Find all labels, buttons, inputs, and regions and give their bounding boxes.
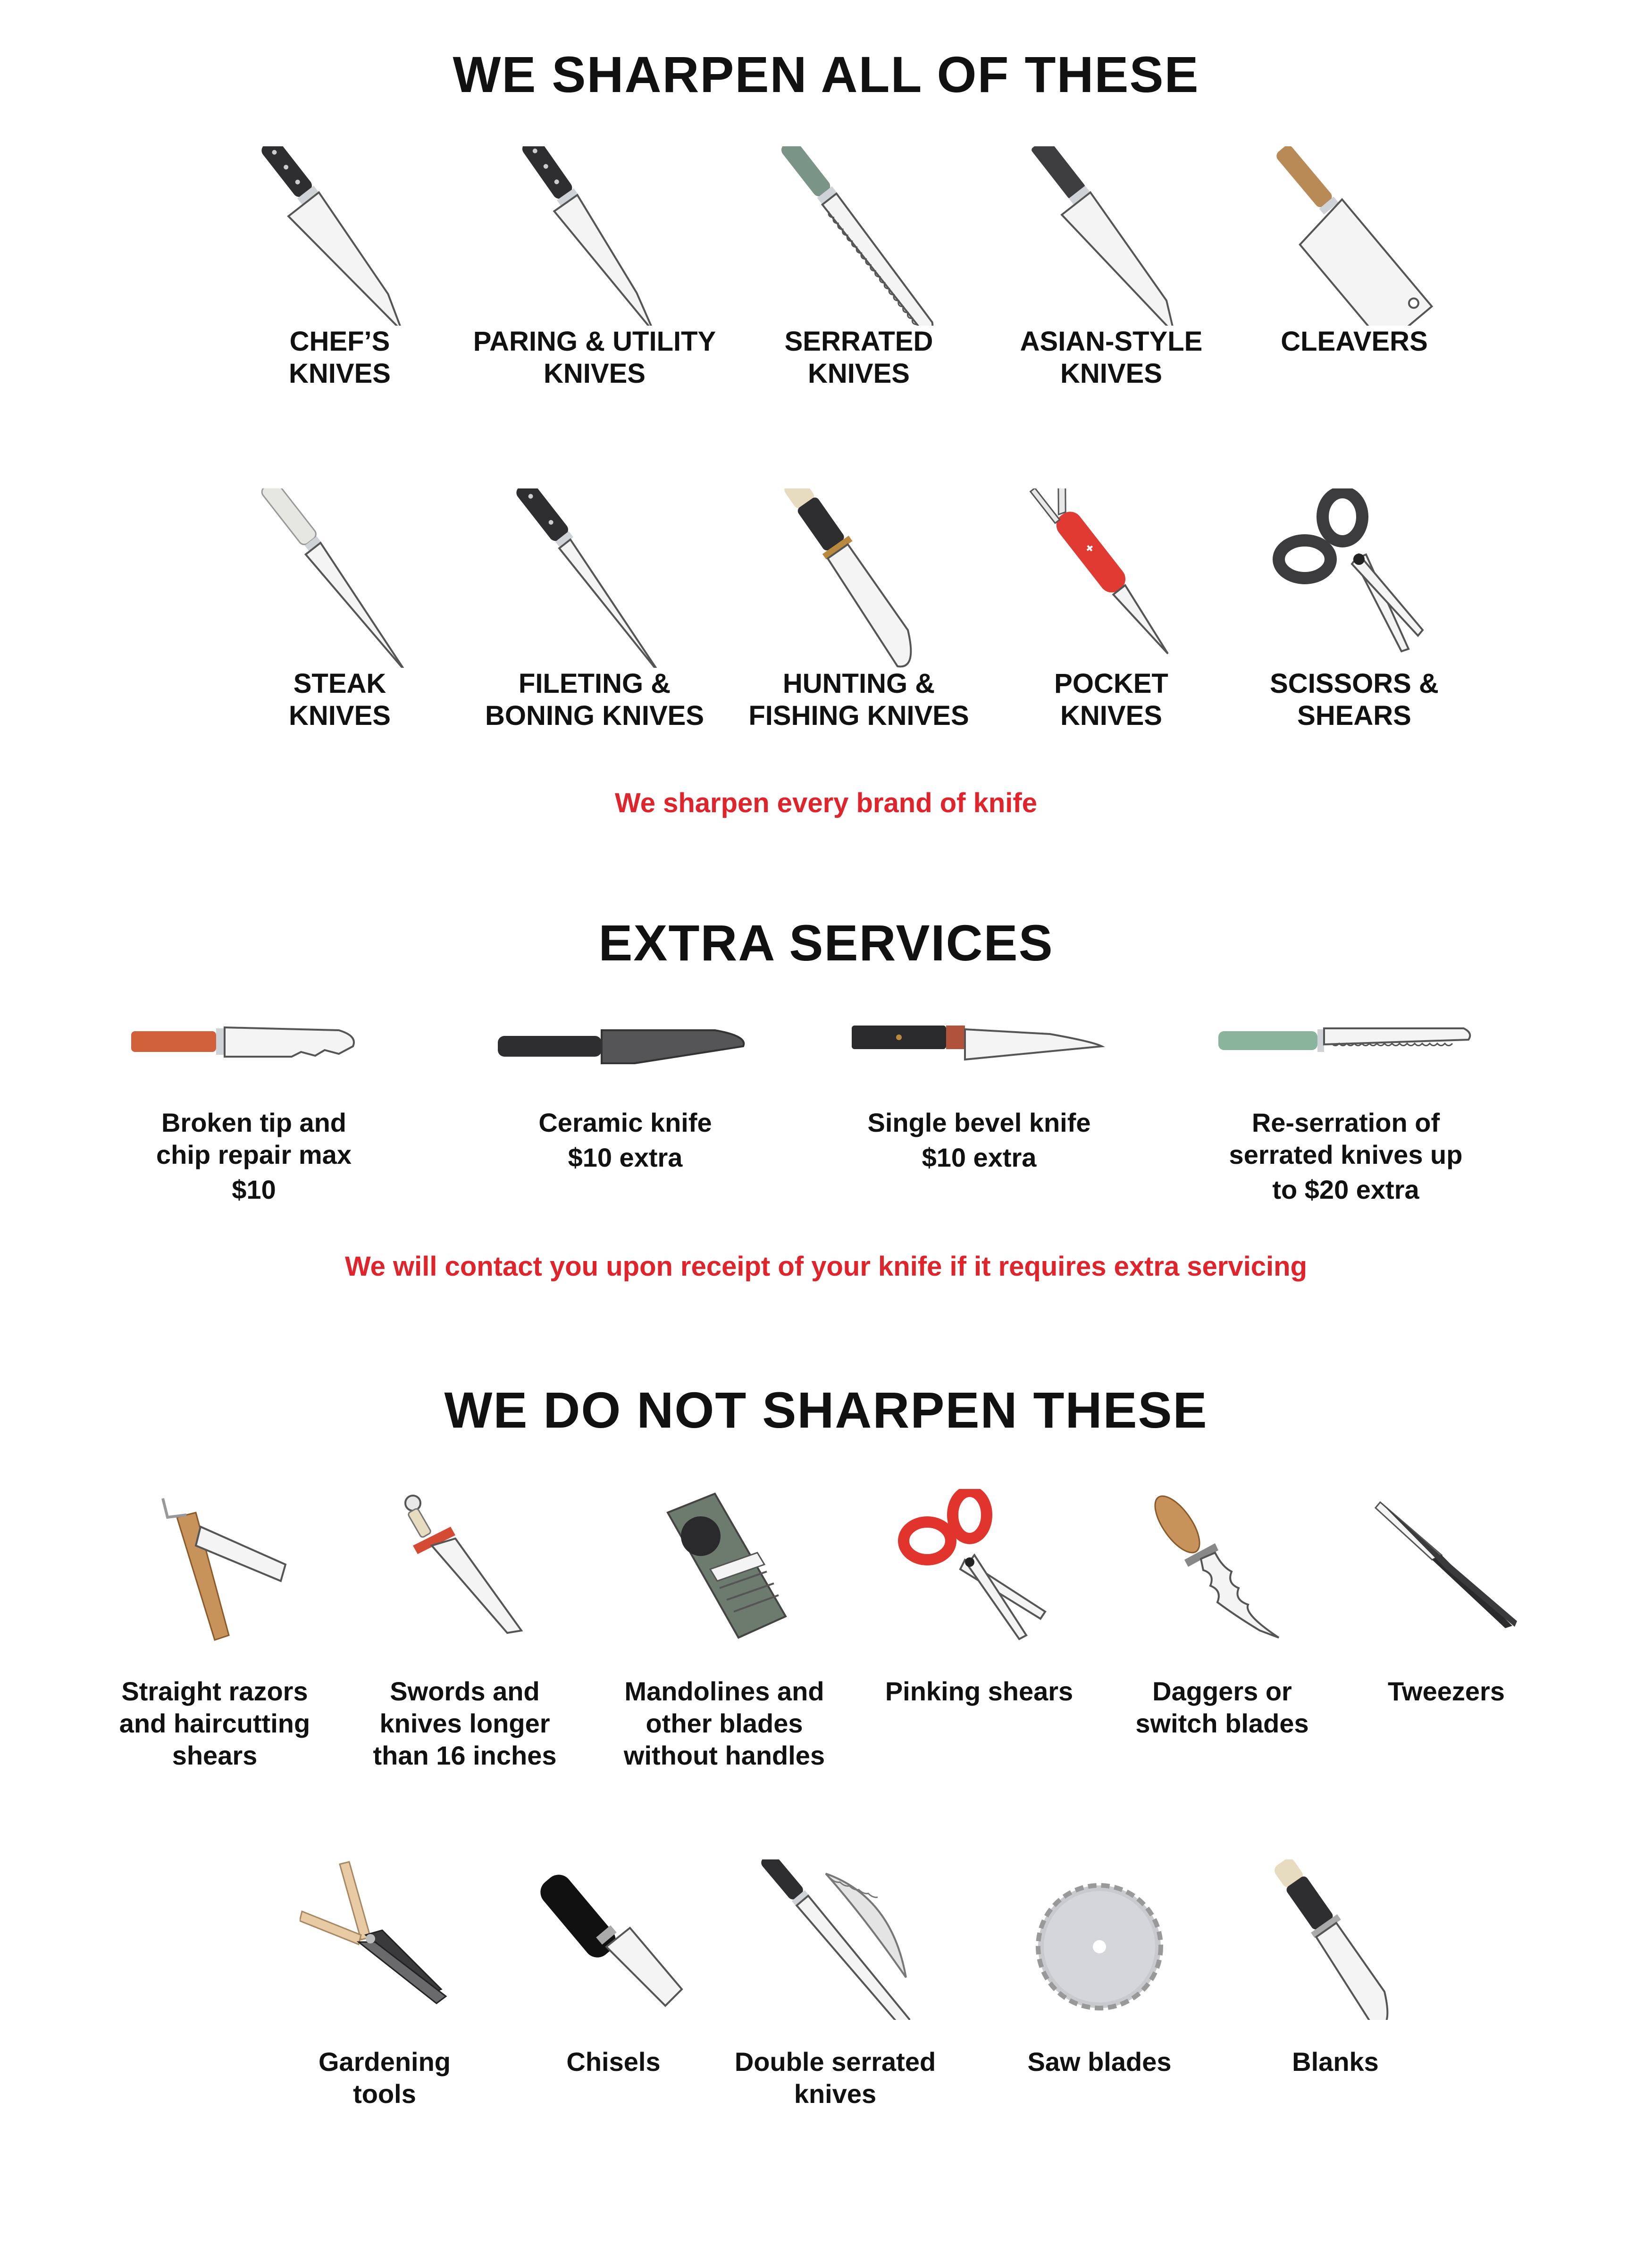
item-label: STEAK KNIVES bbox=[289, 668, 391, 731]
item-serrated-knives bbox=[727, 146, 991, 390]
cleaver-icon bbox=[1260, 146, 1449, 326]
item-price: $10 extra bbox=[922, 1143, 1037, 1172]
item-price: $10 bbox=[232, 1175, 276, 1204]
note-contact-upon-receipt: We will contact you upon receipt of your knife if it requires extra servicing bbox=[344, 1251, 1308, 1282]
item-straight-razors bbox=[83, 1489, 347, 1772]
item-label: Pinking shears bbox=[885, 1676, 1073, 1706]
item-tweezers bbox=[1314, 1489, 1578, 1707]
item-label: Gardening tools bbox=[318, 2047, 451, 2109]
item-label: PARING & UTILITY KNIVES bbox=[473, 326, 716, 389]
ceramic-knife-icon bbox=[493, 1017, 757, 1074]
item-saw-blades bbox=[967, 1859, 1232, 2078]
item-label: SCISSORS & SHEARS bbox=[1270, 668, 1439, 731]
item-reserration bbox=[1214, 1017, 1478, 1209]
hunting-knife-icon bbox=[764, 488, 953, 668]
steak-knife-icon bbox=[245, 488, 434, 668]
item-label: ASIAN-STYLE KNIVES bbox=[1020, 326, 1203, 389]
item-gardening-tools bbox=[252, 1859, 517, 2110]
item-label: CLEAVERS bbox=[1281, 326, 1428, 357]
paring-knife-icon bbox=[500, 146, 689, 326]
section-title-do-not-sharpen: WE DO NOT SHARPEN THESE bbox=[444, 1381, 1208, 1438]
reserration-knife-icon bbox=[1214, 1017, 1478, 1074]
chisel-icon bbox=[528, 1859, 698, 2020]
item-cleavers bbox=[1222, 146, 1486, 358]
item-label: Double serrated knives bbox=[734, 2047, 936, 2109]
item-price: $10 extra bbox=[568, 1143, 683, 1172]
item-pocket-knives bbox=[979, 488, 1243, 732]
item-price: to $20 extra bbox=[1272, 1175, 1419, 1204]
item-label: SERRATED KNIVES bbox=[784, 326, 933, 389]
fileting-knife-icon bbox=[500, 488, 689, 668]
item-ceramic-knife bbox=[493, 1017, 757, 1177]
item-label: Single bevel knife bbox=[867, 1108, 1091, 1137]
asian-knife-icon bbox=[1017, 146, 1206, 326]
item-broken-tip-repair bbox=[122, 1017, 386, 1209]
blank-knife-icon bbox=[1250, 1859, 1420, 2020]
straight-razor-icon bbox=[130, 1489, 300, 1649]
item-scissors-shears bbox=[1222, 488, 1486, 732]
item-label: Chisels bbox=[566, 2047, 661, 2077]
gardening-shears-icon bbox=[300, 1859, 470, 2020]
item-steak-knives bbox=[208, 488, 472, 732]
item-label: Tweezers bbox=[1388, 1676, 1505, 1706]
item-blanks bbox=[1203, 1859, 1468, 2078]
item-double-serrated-knives bbox=[703, 1859, 967, 2110]
item-label: Daggers or switch blades bbox=[1135, 1676, 1309, 1738]
item-label: POCKET KNIVES bbox=[1054, 668, 1168, 731]
item-label: CHEF’S KNIVES bbox=[289, 326, 391, 389]
pocket-knife-icon bbox=[1017, 488, 1206, 668]
sword-icon bbox=[380, 1489, 550, 1649]
item-pinking-shears bbox=[847, 1489, 1111, 1707]
item-swords bbox=[333, 1489, 597, 1772]
item-hunting-fishing-knives bbox=[727, 488, 991, 732]
serrated-knife-icon bbox=[764, 146, 953, 326]
section-title-extra-services: EXTRA SERVICES bbox=[598, 914, 1054, 971]
item-label: FILETING & BONING KNIVES bbox=[485, 668, 704, 731]
item-asian-style-knives bbox=[979, 146, 1243, 390]
single-bevel-knife-icon bbox=[847, 1017, 1111, 1074]
item-chefs-knives bbox=[208, 146, 472, 390]
item-single-bevel-knife bbox=[847, 1017, 1111, 1177]
item-label: Blanks bbox=[1292, 2047, 1379, 2077]
chefs-knife-icon bbox=[245, 146, 434, 326]
scissors-icon bbox=[1260, 488, 1449, 668]
dagger-icon bbox=[1137, 1489, 1307, 1649]
mandoline-icon bbox=[639, 1489, 809, 1649]
double-serrated-knife-icon bbox=[750, 1859, 920, 2020]
item-mandolines bbox=[592, 1489, 856, 1772]
item-label: Ceramic knife bbox=[538, 1108, 712, 1137]
item-label: HUNTING & FISHING KNIVES bbox=[748, 668, 969, 731]
item-label: Saw blades bbox=[1027, 2047, 1172, 2077]
tweezers-icon bbox=[1361, 1489, 1531, 1649]
item-label: Straight razors and haircutting shears bbox=[119, 1676, 310, 1770]
item-label: Re-serration of serrated knives up bbox=[1229, 1108, 1463, 1169]
section-title-sharpen: WE SHARPEN ALL OF THESE bbox=[453, 46, 1199, 103]
item-label: Mandolines and other blades without handles bbox=[623, 1676, 825, 1770]
item-paring-utility-knives bbox=[462, 146, 727, 390]
saw-blade-icon bbox=[1015, 1859, 1184, 2020]
note-every-brand: We sharpen every brand of knife bbox=[615, 788, 1037, 818]
item-fileting-boning-knives bbox=[462, 488, 727, 732]
item-label: Broken tip and chip repair max bbox=[156, 1108, 352, 1169]
pinking-shears-icon bbox=[894, 1489, 1064, 1649]
item-label: Swords and knives longer than 16 inches bbox=[373, 1676, 557, 1770]
broken-tip-knife-icon bbox=[131, 1017, 377, 1074]
